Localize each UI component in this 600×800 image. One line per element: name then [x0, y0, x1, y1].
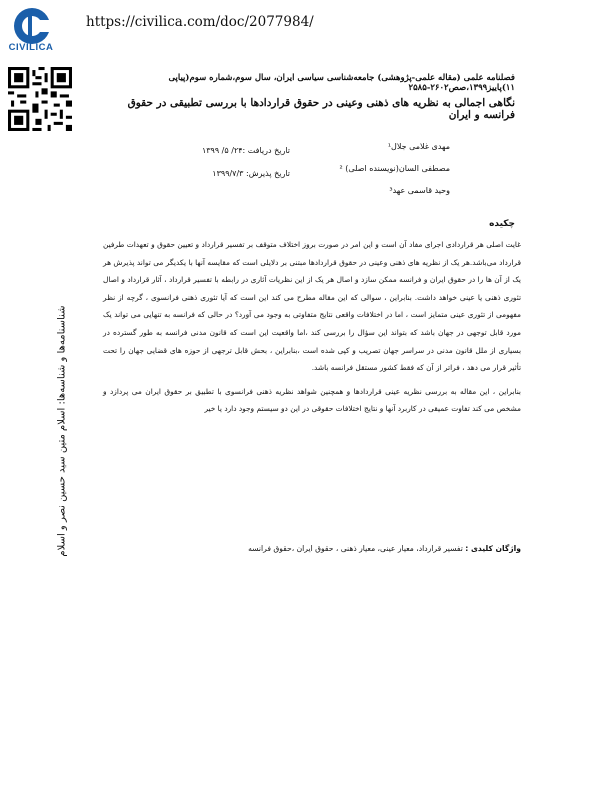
received-date: تاریخ دریافت :۲۴/ ۵/ ۱۳۹۹	[201, 146, 290, 155]
side-vertical-text: شناسنامه‌ها و شناسه‌ها: اسلام متین سید حسین نصر و اسلام	[56, 305, 68, 557]
keywords-values: تفسیر قرارداد، معیار عینی، معیار ذهنی ، حقوق ایران ،حقوق فرانسه	[248, 544, 463, 553]
qr-code-icon	[8, 67, 72, 131]
article-title: نگاهی اجمالی به نظریه های ذهنی وعینی در حقوق قراردادها با بررسی تطبیقی در حقوق فرانسه و ایران	[127, 97, 515, 121]
abstract-body	[103, 236, 521, 424]
side-vertical-text-container	[52, 300, 72, 560]
abstract-paragraph: غایت اصلی هر قراردادی اجرای مفاد آن است و این امر در صورت بروز اختلاف متوقف بر تفسیر قرارداد و تعیین حقوق و تعهدات طرفین قرارداد می‌باشد.هر یک از نظریه های ذهنی وعینی در حقوق قراردادها مبتنی بر دلایلی است که مقایسه آنها با یکدیگر می تواند پذیرش هر یک از آن ها را در حقوق ایران و فرانسه ممکن سازد و اصال هر یک از این نظریات آثاری در رابطه با تفسیر قرارداد ، آثار قرارداد و اصال تئوری ذهنی یا عینی خواهد داشت. بنابراین ، سوالی که این مقاله مطرح می کند این است که آیا تئوری ذهنی فرانسوی ، گرچه از نظر مفهومی از تئوری عینی متمایز است ، اما در اختلافات واقعی نتایج متفاوتی به وجود می آورد؟ در حالی که فرانسه به تنهایی می تواند یک مورد قابل توجهی در جهان باشد که بتواند این سؤال را بررسی کند ،اما واقعیت این است که قانون مدنی فرانسه به طور گسترده در بسیاری از ملل قانون مدنی در سراسر جهان تصریب و کپی شده است ،بنابراین ، بحش قابل ترجهی از حوزه های قضایی جهان را تحت تأثیر قرار می دهد ، فراتر از آن که فقط کشور مستقل فرانسه باشد.	[103, 240, 521, 373]
author-name: مصطفی السان(نویسنده اصلی) ²	[339, 164, 450, 173]
article-dates	[180, 146, 290, 192]
logo-text: CIVILICA	[8, 42, 54, 53]
keywords-label: واژگان کلیدی :	[465, 544, 521, 553]
author-list	[330, 142, 450, 208]
abstract-paragraph: بنابراین ، این مقاله به بررسی نظریه عینی قراردادها و همچنین شواهد نظریه ذهنی فرانسوی با تطبیق بر حقوق ایران می پردازد و مشخص می کند تفاوت عمیقی در کاربرد آنها و نتایج اختلافات حقوقی در این دو سیستم وجود دارد یا خیر	[103, 386, 521, 414]
abstract-heading: چکیده	[489, 219, 515, 229]
journal-header: فصلنامه علمی (مقاله علمی-پژوهشی) جامعه‌شناسی سیاسی ایران، سال سوم،شماره سوم(پیاپی ۱۱)پاییز۱۳۹۹،صص۲۶۰۲-۲۵۸۵	[168, 73, 515, 93]
author-name: مهدی غلامی جلال¹	[387, 142, 450, 151]
author-name: وحید قاسمی عهد³	[389, 186, 450, 195]
keywords-line	[150, 544, 521, 553]
accepted-date: تاریخ پذیرش: ۱۳۹۹/۷/۳	[212, 169, 290, 178]
document-url[interactable]: https://civilica.com/doc/2077984/	[86, 14, 314, 30]
